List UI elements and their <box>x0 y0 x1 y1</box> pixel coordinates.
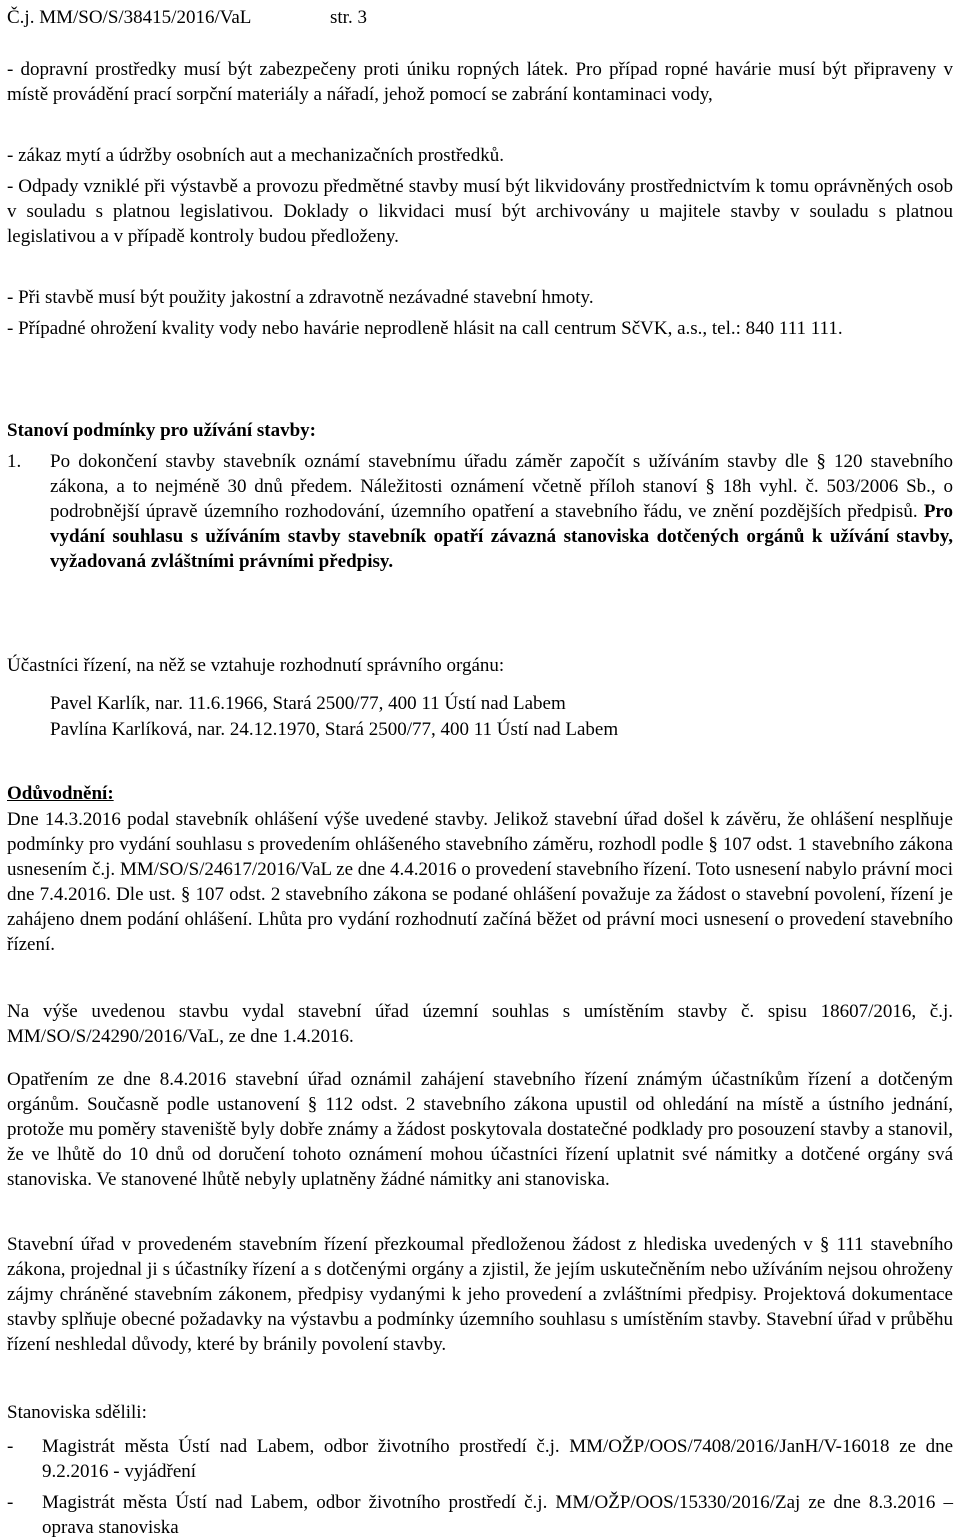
opinion-item <box>7 1490 953 1540</box>
reasoning-paragraph-2: Na výše uvedenou stavbu vydal stavební úřad územní souhlas s umístěním stavby č. spisu 18607/2016, č.j. MM/SO/S/24290/2016/VaL, ze dne 1.4.2016. <box>7 1001 953 1047</box>
item-text-bold: Pro vydání souhlasu s užíváním stavby stavebník opatří závazná stanoviska dotčených orgánů k užívání stavby, vyžadovaná zvláštními právními předpisy. <box>50 501 954 572</box>
opinion-text: Magistrát města Ústí nad Labem, odbor životního prostředí č.j. MM/OŽP/OOS/7408/2016/JanH/V-16018 ze dne 9.2.2016 - vyjádření <box>42 1436 953 1482</box>
item-number: 1. <box>7 451 22 472</box>
participant-1: Pavel Karlík, nar. 11.6.1966, Stará 2500/77, 400 11 Ústí nad Labem <box>50 693 566 714</box>
item-text-regular: Po dokončení stavby stavebník oznámí stavebnímu úřadu záměr započít s užíváním stavby dle § 120 stavebního zákona, a to nejméně 30 dnů předem. Náležitosti oznámení včetně příloh stanoví § 18h vyhl. č. 503/2006 Sb., o podrobnější úpravě územního rozhodování, územního opatření a stavebního řádu, ve znění pozdějších předpisů. <box>50 451 953 522</box>
reasoning-paragraph-4: Stavební úřad v provedeném stavebním řízení přezkoumal předloženou žádost z hlediska uvedených v § 111 stavebního zákona, projednal ji s účastníky řízení a s dotčenými orgány a zjistil, že jejím uskutečněním nebo užíváním nejsou ohroženy zájmy chráněné stavebním zákonem, předpisy vydanými k jeho provedení a zvláštními předpisy. Projektová dokumentace stavby splňuje obecné požadavky na výstavbu a podmínky územního souhlasu s umístěním stavby. Stavební úřad v průběhu řízení neshledal důvody, které by bránily povolení stavby. <box>7 1234 953 1355</box>
condition-waste: - Odpady vzniklé při výstavbě a provozu předmětné stavby musí být likvidovány prostřednictvím k tomu oprávněných osob v souladu s platnou legislativou. Doklady o likvidaci musí být archivovány u majitele stavby v souladu s platnou legislativou a v případě kontroly budou předloženy. <box>7 176 953 247</box>
page-number: str. 3 <box>330 7 367 28</box>
item-text <box>50 449 953 574</box>
dash-marker: - <box>7 1436 14 1457</box>
document-reference: Č.j. MM/SO/S/38415/2016/VaL <box>7 7 252 28</box>
reasoning-paragraph-1: Dne 14.3.2016 podal stavebník ohlášení výše uvedené stavby. Jelikož stavební úřad došel k závěru, že ohlášení nesplňuje podmínky pro vydání souhlasu s provedením ohlášeného stavebního záměru, rozhodl podle § 107 odst. 1 stavebního zákona usnesením č.j. MM/SO/S/24617/2016/VaL ze dne 4.4.2016 o provedení stavebního řízení. Toto usnesení nabylo právní moci dne 7.4.2016. Dle ust. § 107 odst. 2 stavebního zákona se podané ohlášení považuje za žádost o stavební povolení, řízení je zahájeno dnem podání ohlášení. Lhůta pro vydání rozhodnutí začíná běžet od právní moci usnesení o provedení stavebního řízení. <box>7 809 953 955</box>
page-header <box>7 5 953 27</box>
dash-marker: - <box>7 1492 14 1513</box>
reasoning-paragraph-3: Opatřením ze dne 8.4.2016 stavební úřad oznámil zahájení stavebního řízení známým účastníkům řízení a dotčeným orgánům. Současně podle ustanovení § 112 odst. 2 stavebního zákona upustil od ohledání na místě a ústního jednání, protože mu poměry staveniště byly dobře známy a žádost poskytovala dostatečné podklady pro posouzení stavby a stanovil, že ve lhůtě do 10 dnů od doručení tohoto oznámení mohou účastníci řízení uplatnit své námitky a dotčené orgány svá stanoviska. Ve stanovené lhůtě nebyly uplatněny žádné námitky ani stanoviska. <box>7 1069 953 1190</box>
opinion-text: Magistrát města Ústí nad Labem, odbor životního prostředí č.j. MM/OŽP/OOS/15330/2016/Zaj ze dne 8.3.2016 – oprava stanoviska <box>42 1492 953 1538</box>
condition-oil-spill: - dopravní prostředky musí být zabezpečeny proti úniku ropných látek. Pro případ ropné havárie musí být připraveny v místě provádění prací sorpční materiály a nářadí, jehož pomocí se zabrání kontaminaci vody, <box>7 59 953 105</box>
condition-no-car-wash: - zákaz mytí a údržby osobních aut a mechanizačních prostředků. <box>7 145 504 166</box>
usage-conditions-title: Stanoví podmínky pro užívání stavby: <box>7 420 317 441</box>
reasoning-title: Odůvodnění: <box>7 783 114 804</box>
participants-title: Účastníci řízení, na něž se vztahuje rozhodnutí správního orgánu: <box>7 655 505 676</box>
participant-2: Pavlína Karlíková, nar. 24.12.1970, Stará 2500/77, 400 11 Ústí nad Labem <box>50 719 619 740</box>
opinion-item <box>7 1434 953 1484</box>
condition-materials: - Při stavbě musí být použity jakostní a zdravotně nezávadné stavební hmoty. <box>7 287 594 308</box>
condition-emergency-report: - Případné ohrožení kvality vody nebo havárie neprodleně hlásit na call centrum SčVK, a.s., tel.: 840 111 111. <box>7 318 843 339</box>
opinions-title: Stanoviska sdělili: <box>7 1402 147 1423</box>
usage-condition-item <box>7 449 953 574</box>
